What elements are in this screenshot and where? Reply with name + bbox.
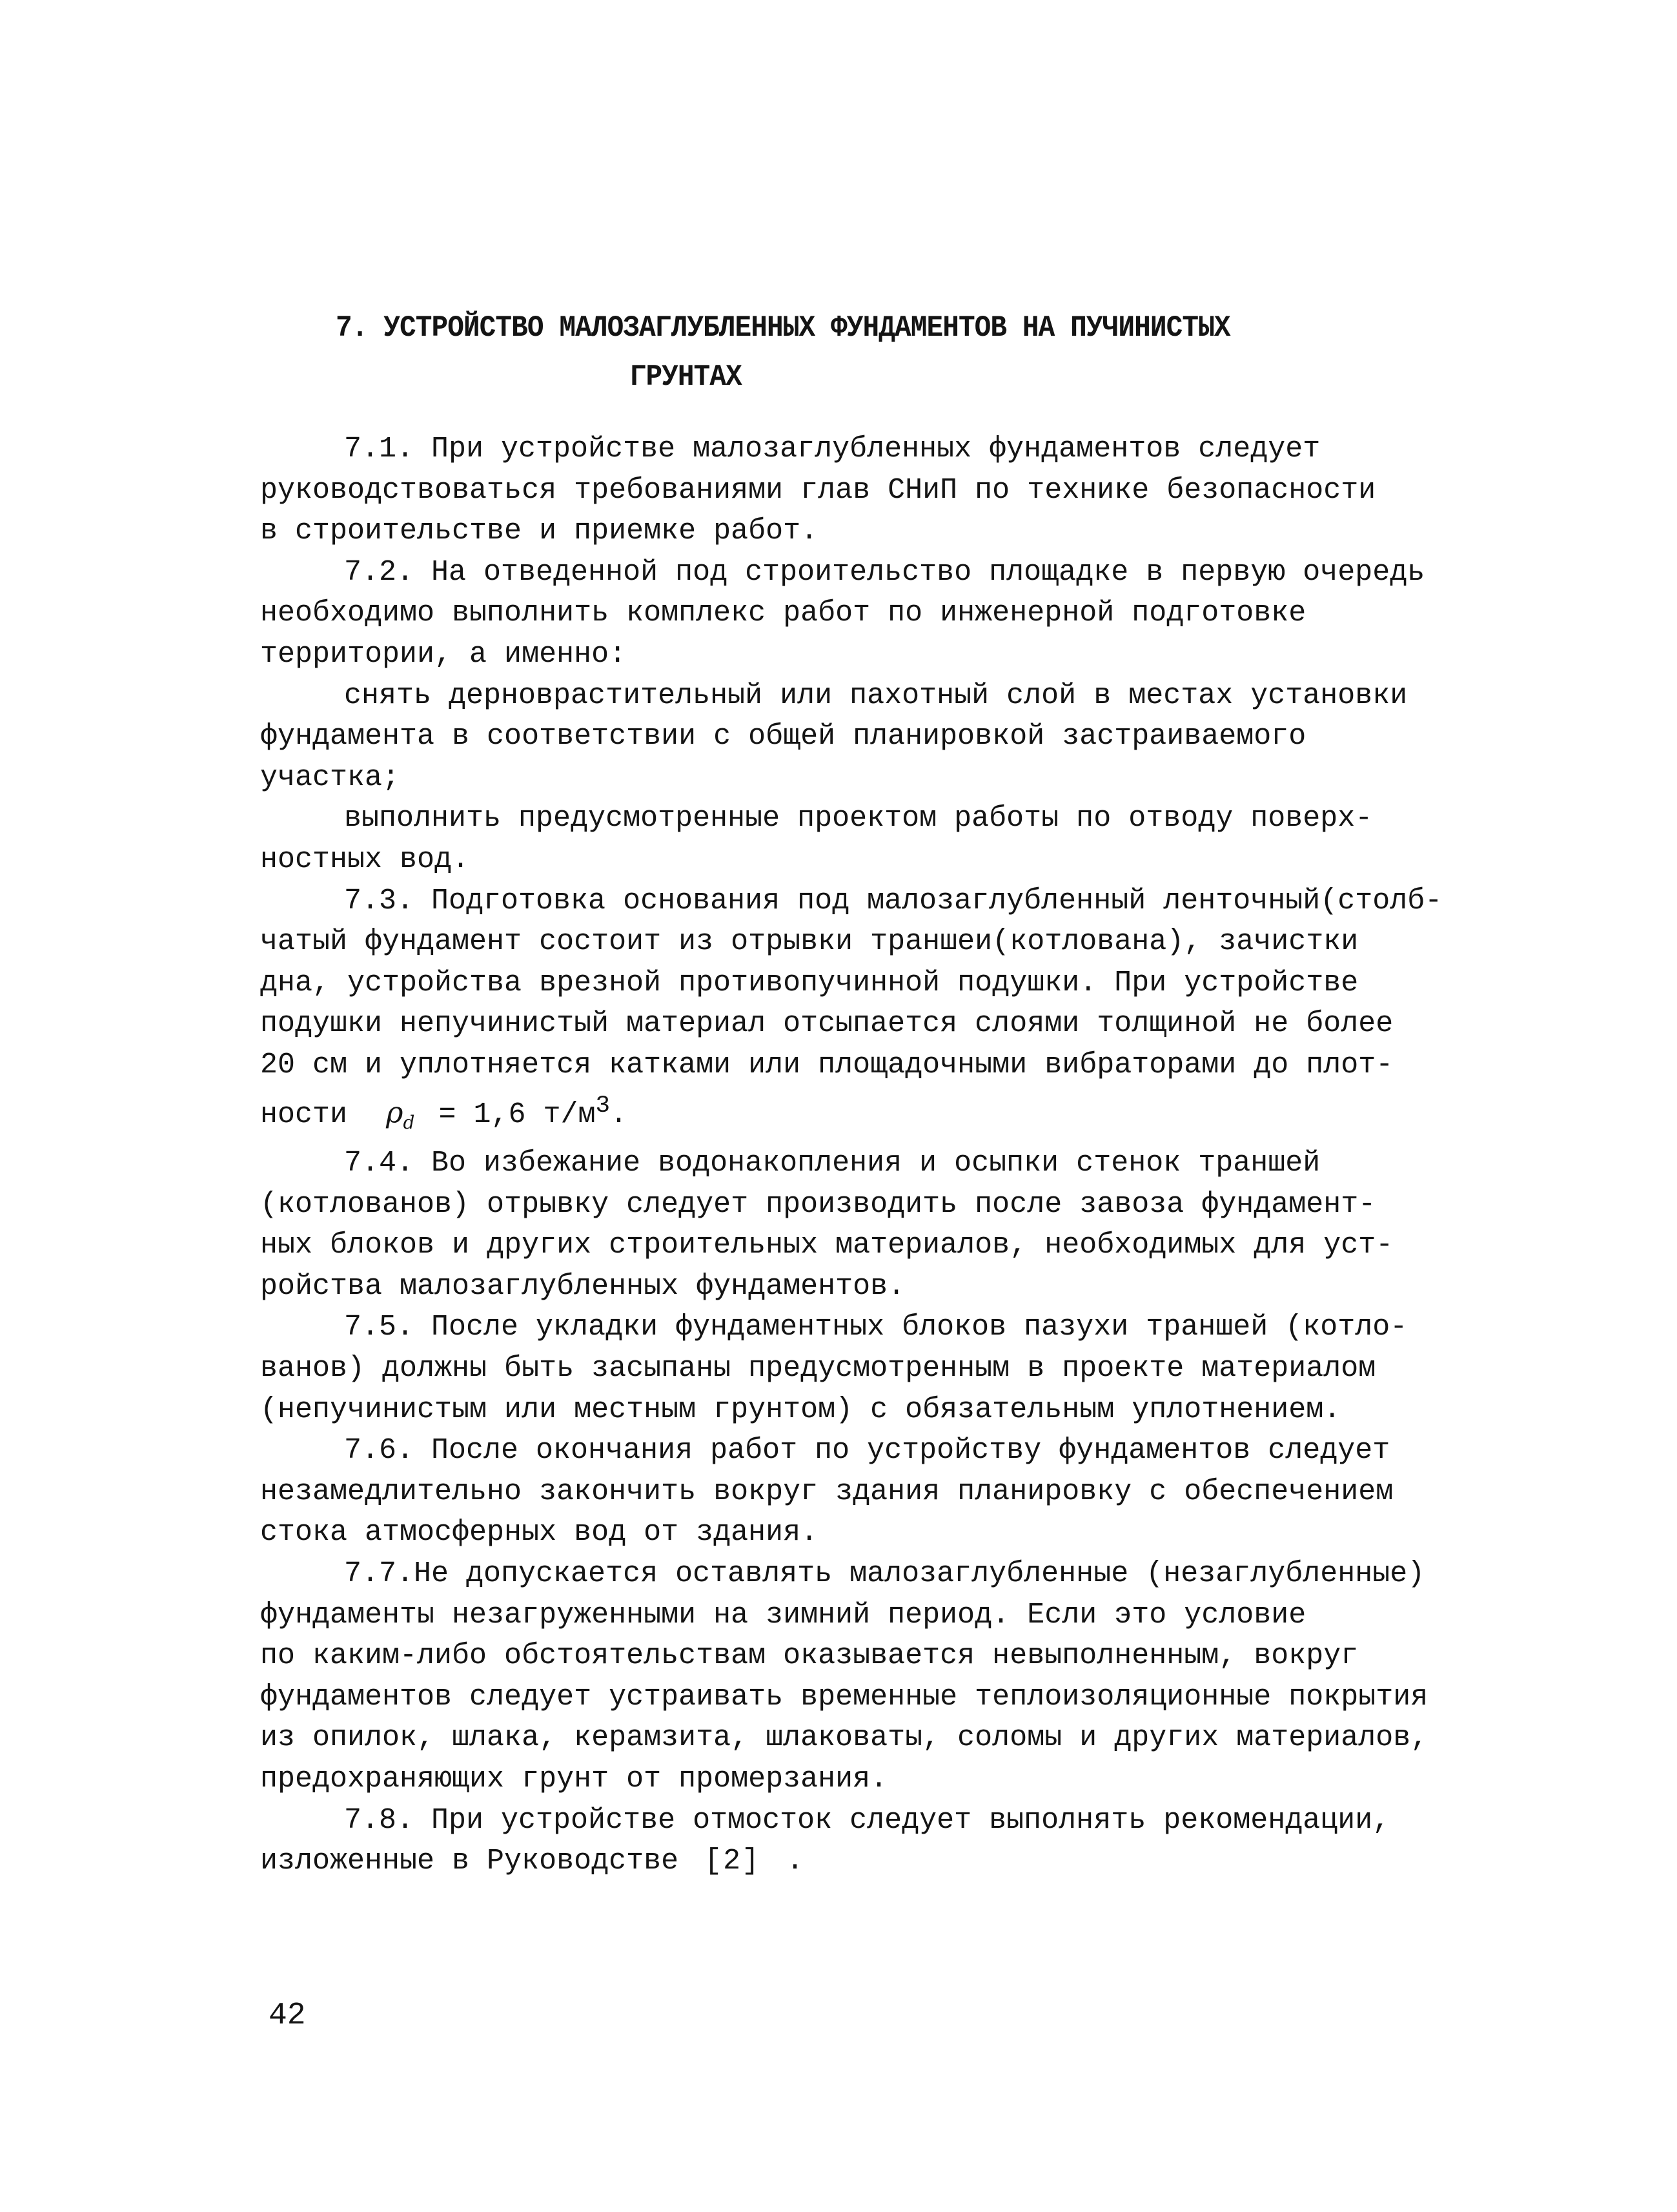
section-title-line-1: 7. УСТРОЙСТВО МАЛОЗАГЛУБЛЕННЫХ ФУНДАМЕНТОВ НА ПУЧИНИСТЫХ bbox=[336, 311, 1230, 345]
paragraph-line: 7.3. Подготовка основания под малозаглубленный ленточный(столб- bbox=[344, 884, 1443, 917]
paragraph-7-7 bbox=[260, 1553, 1428, 1800]
formula-end: . bbox=[610, 1098, 628, 1131]
paragraph-line: по каким-либо обстоятельствам оказывается невыполненным, вокруг bbox=[260, 1639, 1359, 1673]
paragraph-line: (непучинистым или местным грунтом) с обязательным уплотнением. bbox=[260, 1393, 1341, 1426]
paragraph-line: чатый фундамент состоит из отрывки траншеи(котлована), зачистки bbox=[260, 925, 1359, 959]
paragraph-line: ностных вод. bbox=[260, 843, 470, 876]
paragraph-7-6 bbox=[260, 1430, 1416, 1553]
paragraph-line: 7.6. После окончания работ по устройству фундаментов следует bbox=[344, 1434, 1390, 1468]
paragraph-7-2 bbox=[260, 552, 1425, 675]
bibliography-reference: [2] bbox=[704, 1845, 761, 1878]
paragraph-7-4 bbox=[260, 1143, 1416, 1307]
section-title bbox=[336, 303, 1320, 402]
paragraph-line: 7.5. После укладки фундаментных блоков пазухи траншей (котло- bbox=[344, 1311, 1408, 1344]
formula-lead: ности bbox=[260, 1098, 348, 1131]
paragraph-7-2-item-drainage bbox=[260, 798, 1416, 880]
paragraph-line: стока атмосферных вод от здания. bbox=[260, 1516, 818, 1550]
paragraph-last-line bbox=[260, 1841, 1416, 1882]
paragraph-7-8 bbox=[260, 1800, 1416, 1882]
paragraph-line: ванов) должны быть засыпаны предусмотренным в проекте материалом bbox=[260, 1352, 1376, 1386]
section-body bbox=[260, 429, 1443, 1882]
paragraph-line: в строительстве и приемке работ. bbox=[260, 515, 818, 548]
paragraph-line: выполнить предусмотренные проектом работы по отводу поверх- bbox=[344, 802, 1373, 835]
paragraph-line: незамедлительно закончить вокруг здания планировку с обеспечением bbox=[260, 1475, 1394, 1508]
paragraph-line: дна, устройства врезной противопучинной подушки. При устройстве bbox=[260, 966, 1359, 999]
paragraph-line: (котлованов) отрывку следует производить после завоза фундамент- bbox=[260, 1187, 1376, 1221]
paragraph-line: 7.2. На отведенной под строительство площадке в первую очередь bbox=[344, 555, 1425, 589]
paragraph-line: 7.8. При устройстве отмосток следует выполнять рекомендации, bbox=[344, 1803, 1390, 1837]
paragraph-line: 7.1. При устройстве малозаглубленных фундаментов следует bbox=[344, 433, 1321, 466]
paragraph-end: . bbox=[786, 1845, 804, 1878]
paragraph-7-2-item-topsoil bbox=[260, 675, 1416, 799]
paragraph-line: 7.7.Не допускается оставлять малозаглубленные (незаглубленные) bbox=[344, 1557, 1425, 1591]
paragraph-line: снять дерноврастительный или пахотный слой в местах установки bbox=[344, 679, 1408, 712]
density-symbol bbox=[347, 1094, 421, 1133]
density-formula-line bbox=[260, 1086, 1416, 1143]
paragraph-line: необходимо выполнить комплекс работ по инженерной подготовке bbox=[260, 597, 1306, 630]
paragraph-line: фундаментов следует устраивать временные теплоизоляционные покрытия bbox=[260, 1680, 1428, 1714]
section-title-line-2: ГРУНТАХ bbox=[629, 360, 742, 394]
paragraph-line: 20 см и уплотняется катками или площадочными вибраторами до плот- bbox=[260, 1048, 1394, 1081]
paragraph-line: подушки непучинистый материал отсыпается слоями толщиной не более bbox=[260, 1007, 1394, 1041]
density-unit-power: 3 bbox=[595, 1092, 611, 1120]
paragraph-line: предохраняющих грунт от промерзания. bbox=[260, 1763, 888, 1796]
paragraph-text: изложенные в Руководстве bbox=[260, 1845, 679, 1878]
paragraph-7-1 bbox=[260, 429, 1416, 552]
rho-subscript: d bbox=[403, 1111, 415, 1133]
paragraph-line: территории, а именно: bbox=[260, 637, 627, 671]
density-value: = 1,6 т/м bbox=[438, 1098, 596, 1131]
rho-symbol: ρ bbox=[386, 1094, 403, 1129]
paragraph-line: руководствоваться требованиями глав СНиП по технике безопасности bbox=[260, 473, 1376, 507]
paragraph-line: 7.4. Во избежание водонакопления и осыпки стенок траншей bbox=[344, 1147, 1321, 1180]
paragraph-line: фундамента в соответствии с общей планировкой застраиваемого bbox=[260, 720, 1306, 753]
paragraph-line: фундаменты незагруженными на зимний период. Если это условие bbox=[260, 1598, 1306, 1632]
paragraph-7-3 bbox=[260, 881, 1443, 1143]
paragraph-line: ных блоков и других строительных материалов, необходимых для уст- bbox=[260, 1229, 1394, 1262]
paragraph-line: ройства малозаглубленных фундаментов. bbox=[260, 1269, 906, 1303]
page-number: 42 bbox=[269, 1998, 306, 2033]
paragraph-7-5 bbox=[260, 1307, 1416, 1430]
paragraph-line: участка; bbox=[260, 761, 400, 794]
paragraph-line: из опилок, шлака, керамзита, шлаковаты, соломы и других материалов, bbox=[260, 1721, 1428, 1755]
